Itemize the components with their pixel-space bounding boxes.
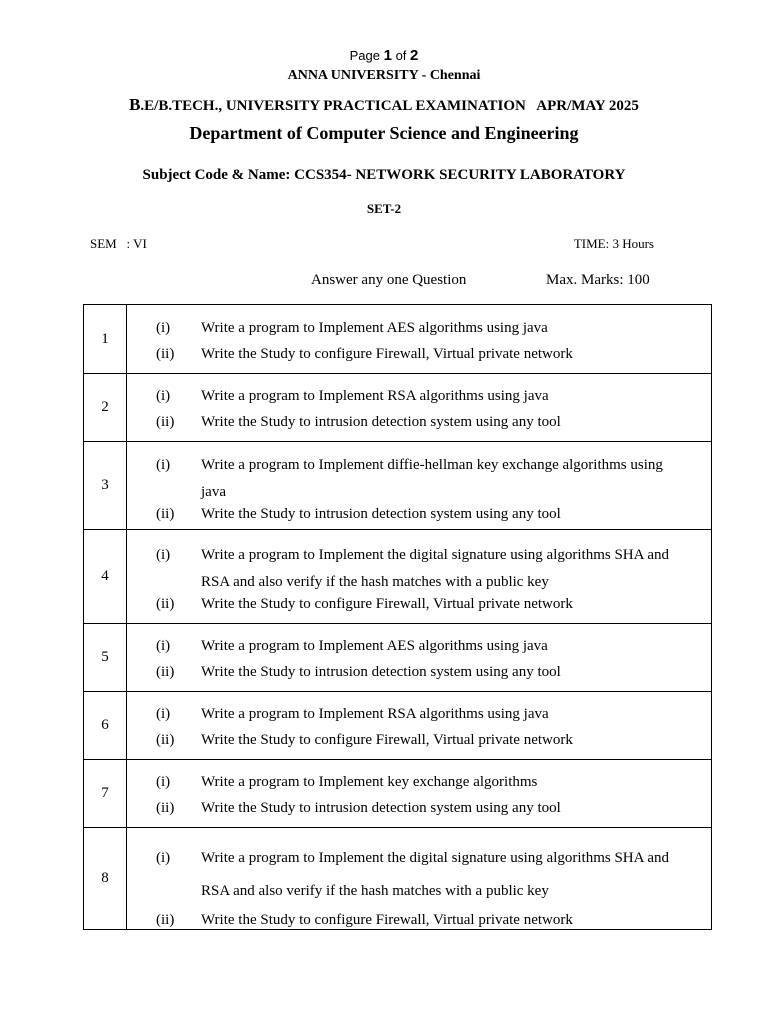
sub-question — [127, 912, 711, 929]
time-label: TIME: 3 Hours — [573, 236, 654, 251]
sub-question — [127, 706, 711, 723]
sub-label: (i) — [156, 457, 171, 473]
sub-text: Write a program to Implement AES algorithms using java — [201, 638, 548, 654]
question-body — [127, 828, 712, 930]
set-label: SET-2 — [366, 201, 402, 216]
sub-text: Write a program to Implement the digital signature using algorithms SHA and RSA and also verify if the hash matches with a public key — [201, 850, 670, 899]
questions-table — [83, 304, 712, 930]
sub-label: (i) — [156, 547, 171, 563]
page-total: 2 — [410, 47, 419, 64]
sub-label: (ii) — [156, 912, 175, 928]
sub-text: Write the Study to intrusion detection system using any tool — [201, 664, 561, 680]
sub-question — [127, 542, 711, 596]
question-number: 8 — [84, 828, 127, 930]
sub-label: (ii) — [156, 664, 175, 680]
page-current: 1 — [383, 47, 392, 64]
sub-question — [127, 842, 711, 908]
question-number: 4 — [84, 530, 127, 624]
sub-text: Write the Study to intrusion detection system using any tool — [201, 414, 561, 430]
sub-question — [127, 732, 711, 749]
question-row — [84, 828, 712, 930]
semester-label: SEM : VI — [90, 236, 147, 251]
question-number: 2 — [84, 374, 127, 442]
sub-question — [127, 506, 711, 523]
university-name: ANNA UNIVERSITY - Chennai — [287, 68, 481, 83]
sub-label: (ii) — [156, 800, 175, 816]
instruction-text: Answer any one Question — [311, 272, 467, 288]
sub-label: (ii) — [156, 732, 175, 748]
question-row — [84, 442, 712, 530]
sub-text: Write a program to Implement diffie-hellman key exchange algorithms using java — [201, 457, 663, 500]
sub-text: Write a program to Implement key exchange algorithms — [201, 774, 538, 790]
sub-label: (i) — [156, 319, 171, 336]
question-body — [127, 692, 712, 760]
sub-label: (i) — [156, 706, 171, 722]
sub-question — [127, 774, 711, 791]
sub-text: Write the Study to configure Firewall, Virtual private network — [201, 732, 573, 748]
page-of: of — [391, 48, 411, 63]
sub-label: (ii) — [156, 345, 175, 362]
sub-text: Write the Study to configure Firewall, Virtual private network — [201, 596, 573, 612]
exam-rest: .E/B.TECH., UNIVERSITY PRACTICAL EXAMINATION APR/MAY 2025 — [140, 98, 639, 114]
question-row — [84, 374, 712, 442]
sub-label: (i) — [156, 638, 171, 654]
question-body — [127, 374, 712, 442]
sub-question — [127, 320, 711, 337]
page-number — [0, 47, 768, 64]
question-number: 3 — [84, 442, 127, 530]
sub-text: Write the Study to intrusion detection system using any tool — [201, 800, 561, 816]
question-number: 7 — [84, 760, 127, 828]
question-row — [84, 305, 712, 374]
question-body — [127, 530, 712, 624]
question-row — [84, 624, 712, 692]
subject-line: Subject Code & Name: CCS354- NETWORK SECURITY LABORATORY — [142, 167, 626, 183]
question-number: 1 — [84, 305, 127, 374]
question-row — [84, 692, 712, 760]
sub-label: (i) — [156, 774, 171, 790]
question-body — [127, 442, 712, 530]
sub-question — [127, 596, 711, 613]
max-marks: Max. Marks: 100 — [546, 272, 650, 288]
sub-question — [127, 414, 711, 431]
sub-question — [127, 346, 711, 363]
sub-text: Write a program to Implement RSA algorithms using java — [201, 388, 549, 404]
department-title: Department of Computer Science and Engineering — [189, 123, 579, 143]
sub-text: Write a program to Implement AES algorithms using java — [201, 319, 548, 336]
sub-question — [127, 638, 711, 655]
question-number: 5 — [84, 624, 127, 692]
sub-question — [127, 664, 711, 681]
sub-text: Write the Study to configure Firewall, Virtual private network — [201, 345, 573, 362]
sub-text: Write a program to Implement the digital signature using algorithms SHA and RSA and also verify if the hash matches with a public key — [201, 547, 670, 590]
sub-label: (ii) — [156, 506, 175, 522]
exam-title — [0, 95, 768, 115]
exam-initial: B — [129, 95, 141, 114]
sub-label: (ii) — [156, 414, 175, 430]
sub-label: (i) — [156, 850, 171, 866]
page-prefix: Page — [349, 48, 384, 63]
sub-label: (i) — [156, 388, 171, 404]
question-row — [84, 530, 712, 624]
question-body — [127, 624, 712, 692]
sub-text: Write the Study to intrusion detection system using any tool — [201, 506, 561, 522]
sub-label: (ii) — [156, 596, 175, 612]
question-body — [127, 305, 712, 374]
sub-text: Write a program to Implement RSA algorithms using java — [201, 706, 549, 722]
sub-question — [127, 388, 711, 405]
question-body — [127, 760, 712, 828]
sub-text: Write the Study to configure Firewall, Virtual private network — [201, 912, 573, 928]
sub-question — [127, 800, 711, 817]
sub-question — [127, 452, 711, 506]
question-number: 6 — [84, 692, 127, 760]
question-row — [84, 760, 712, 828]
